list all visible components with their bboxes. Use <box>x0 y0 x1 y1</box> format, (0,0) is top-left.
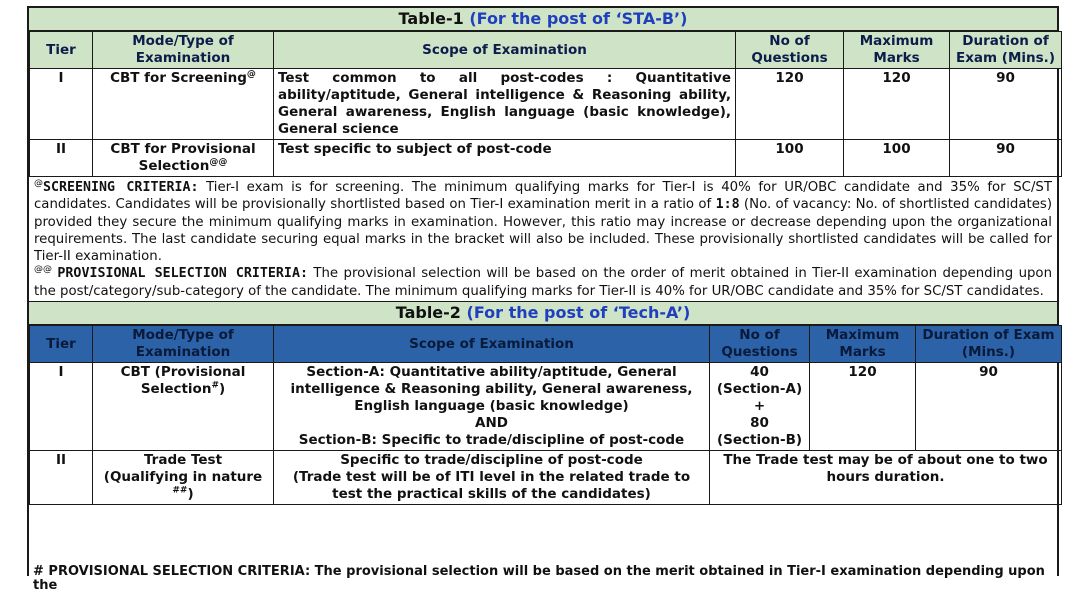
table2-title-post: (For the post of ‘Tech-A’) <box>466 303 691 323</box>
table2-title-prefix: Table-2 <box>395 303 461 323</box>
t2-r1-tier: I <box>30 363 93 451</box>
cut-off-line: # PROVISIONAL SELECTION CRITERIA: The provisional selection will be based on the merit obtained in Tier-I examination depending upon the <box>33 564 1045 593</box>
document-sheet <box>27 6 1059 593</box>
table1-title-post: (For the post of ‘STA-B’) <box>469 9 688 28</box>
t2-r1-mode: CBT (Provisional Selection#) <box>93 363 274 451</box>
t1-r2-questions: 100 <box>736 140 844 177</box>
t1-r2-duration: 90 <box>950 140 1062 177</box>
t1-header-marks: Maximum Marks <box>844 32 950 69</box>
t1-header-mode: Mode/Type of Examination <box>93 32 274 69</box>
t1-r2-tier: II <box>30 140 93 177</box>
table-row <box>30 69 1062 140</box>
t1-header-scope: Scope of Examination <box>274 32 736 69</box>
table1 <box>29 31 1062 177</box>
table-row <box>30 140 1062 177</box>
screening-criteria: @SCREENING CRITERIA: Tier-I exam is for screening. The minimum qualifying marks for Tier-I is 40% for UR/OBC candidate and 35% for SC/ST candidates. Candidates will be provisionally shortlisted based on Tier-I examination merit in a ratio of 1:8 (No. of vacancy: No. of shortlisted candidates) provided they secure the minimum qualifying marks in examination. However, this ratio may increase or decrease depending upon the organizational requirements. The last candidate securing equal marks in the bracket will also be included. These provisionally shortlisted candidates will be called for Tier-II examination. <box>34 178 1053 265</box>
t2-r1-scope: Section-A: Quantitative ability/aptitude, General intelligence & Reasoning ability, General awareness, English language (basic knowledge) AND Section-B: Specific to trade/discipline of post-code <box>274 363 710 451</box>
t2-r2-tier: II <box>30 451 93 505</box>
t1-r2-marks: 100 <box>844 140 950 177</box>
criteria-block <box>29 177 1057 302</box>
t2-header-scope: Scope of Examination <box>274 326 710 363</box>
t2-r2-duration: The Trade test may be of about one to two hours duration. <box>710 451 1062 505</box>
t2-r2-scope: Specific to trade/discipline of post-code (Trade test will be of ITI level in the related trade to test the practical skills of the candidates) <box>274 451 710 505</box>
t2-r1-duration: 90 <box>916 363 1062 451</box>
ratio: 1:8 <box>715 197 740 213</box>
t2-header-questions: No of Questions <box>710 326 810 363</box>
t1-r1-scope: Test common to all post-codes : Quantitative ability/aptitude, General intelligence & Reasoning ability, General awareness, English language (basic knowledge), General science <box>274 69 736 140</box>
provisional-criteria: @@ PROVISIONAL SELECTION CRITERIA: The provisional selection will be based on the order of merit obtained in Tier-II examination depending upon the post/category/sub-category of the candidate. The minimum qualifying marks for Tier-II is 40% for UR/OBC candidate and 35% for SC/ST candidates. <box>34 265 1052 299</box>
t2-r2-mode: Trade Test (Qualifying in nature ##) <box>93 451 274 505</box>
t1-header-questions: No of Questions <box>736 32 844 69</box>
t1-r1-tier: I <box>30 69 93 140</box>
table1-title <box>29 8 1057 31</box>
t1-header-tier: Tier <box>30 32 93 69</box>
t1-r2-mode: CBT for Provisional Selection@@ <box>93 140 274 177</box>
t2-header-marks: Maximum Marks <box>810 326 916 363</box>
t1-r1-questions: 120 <box>736 69 844 140</box>
table-row <box>30 363 1062 451</box>
provisional-label: PROVISIONAL SELECTION CRITERIA: <box>57 266 308 282</box>
table1-title-prefix: Table-1 <box>398 9 464 28</box>
table2-title <box>29 302 1057 325</box>
t2-r1-marks: 120 <box>810 363 916 451</box>
t1-r1-marks: 120 <box>844 69 950 140</box>
t1-r1-mode: CBT for Screening@ <box>93 69 274 140</box>
t1-r2-scope: Test specific to subject of post-code <box>274 140 736 177</box>
t1-r1-duration: 90 <box>950 69 1062 140</box>
t2-header-duration: Duration of Exam (Mins.) <box>916 326 1062 363</box>
table2 <box>29 325 1062 505</box>
t2-header-tier: Tier <box>30 326 93 363</box>
t2-header-mode: Mode/Type of Examination <box>93 326 274 363</box>
table-row <box>30 451 1062 505</box>
t1-header-duration: Duration of Exam (Mins.) <box>950 32 1062 69</box>
t2-r1-questions: 40 (Section-A) + 80 (Section-B) <box>710 363 810 451</box>
screening-label: SCREENING CRITERIA: <box>43 180 199 195</box>
